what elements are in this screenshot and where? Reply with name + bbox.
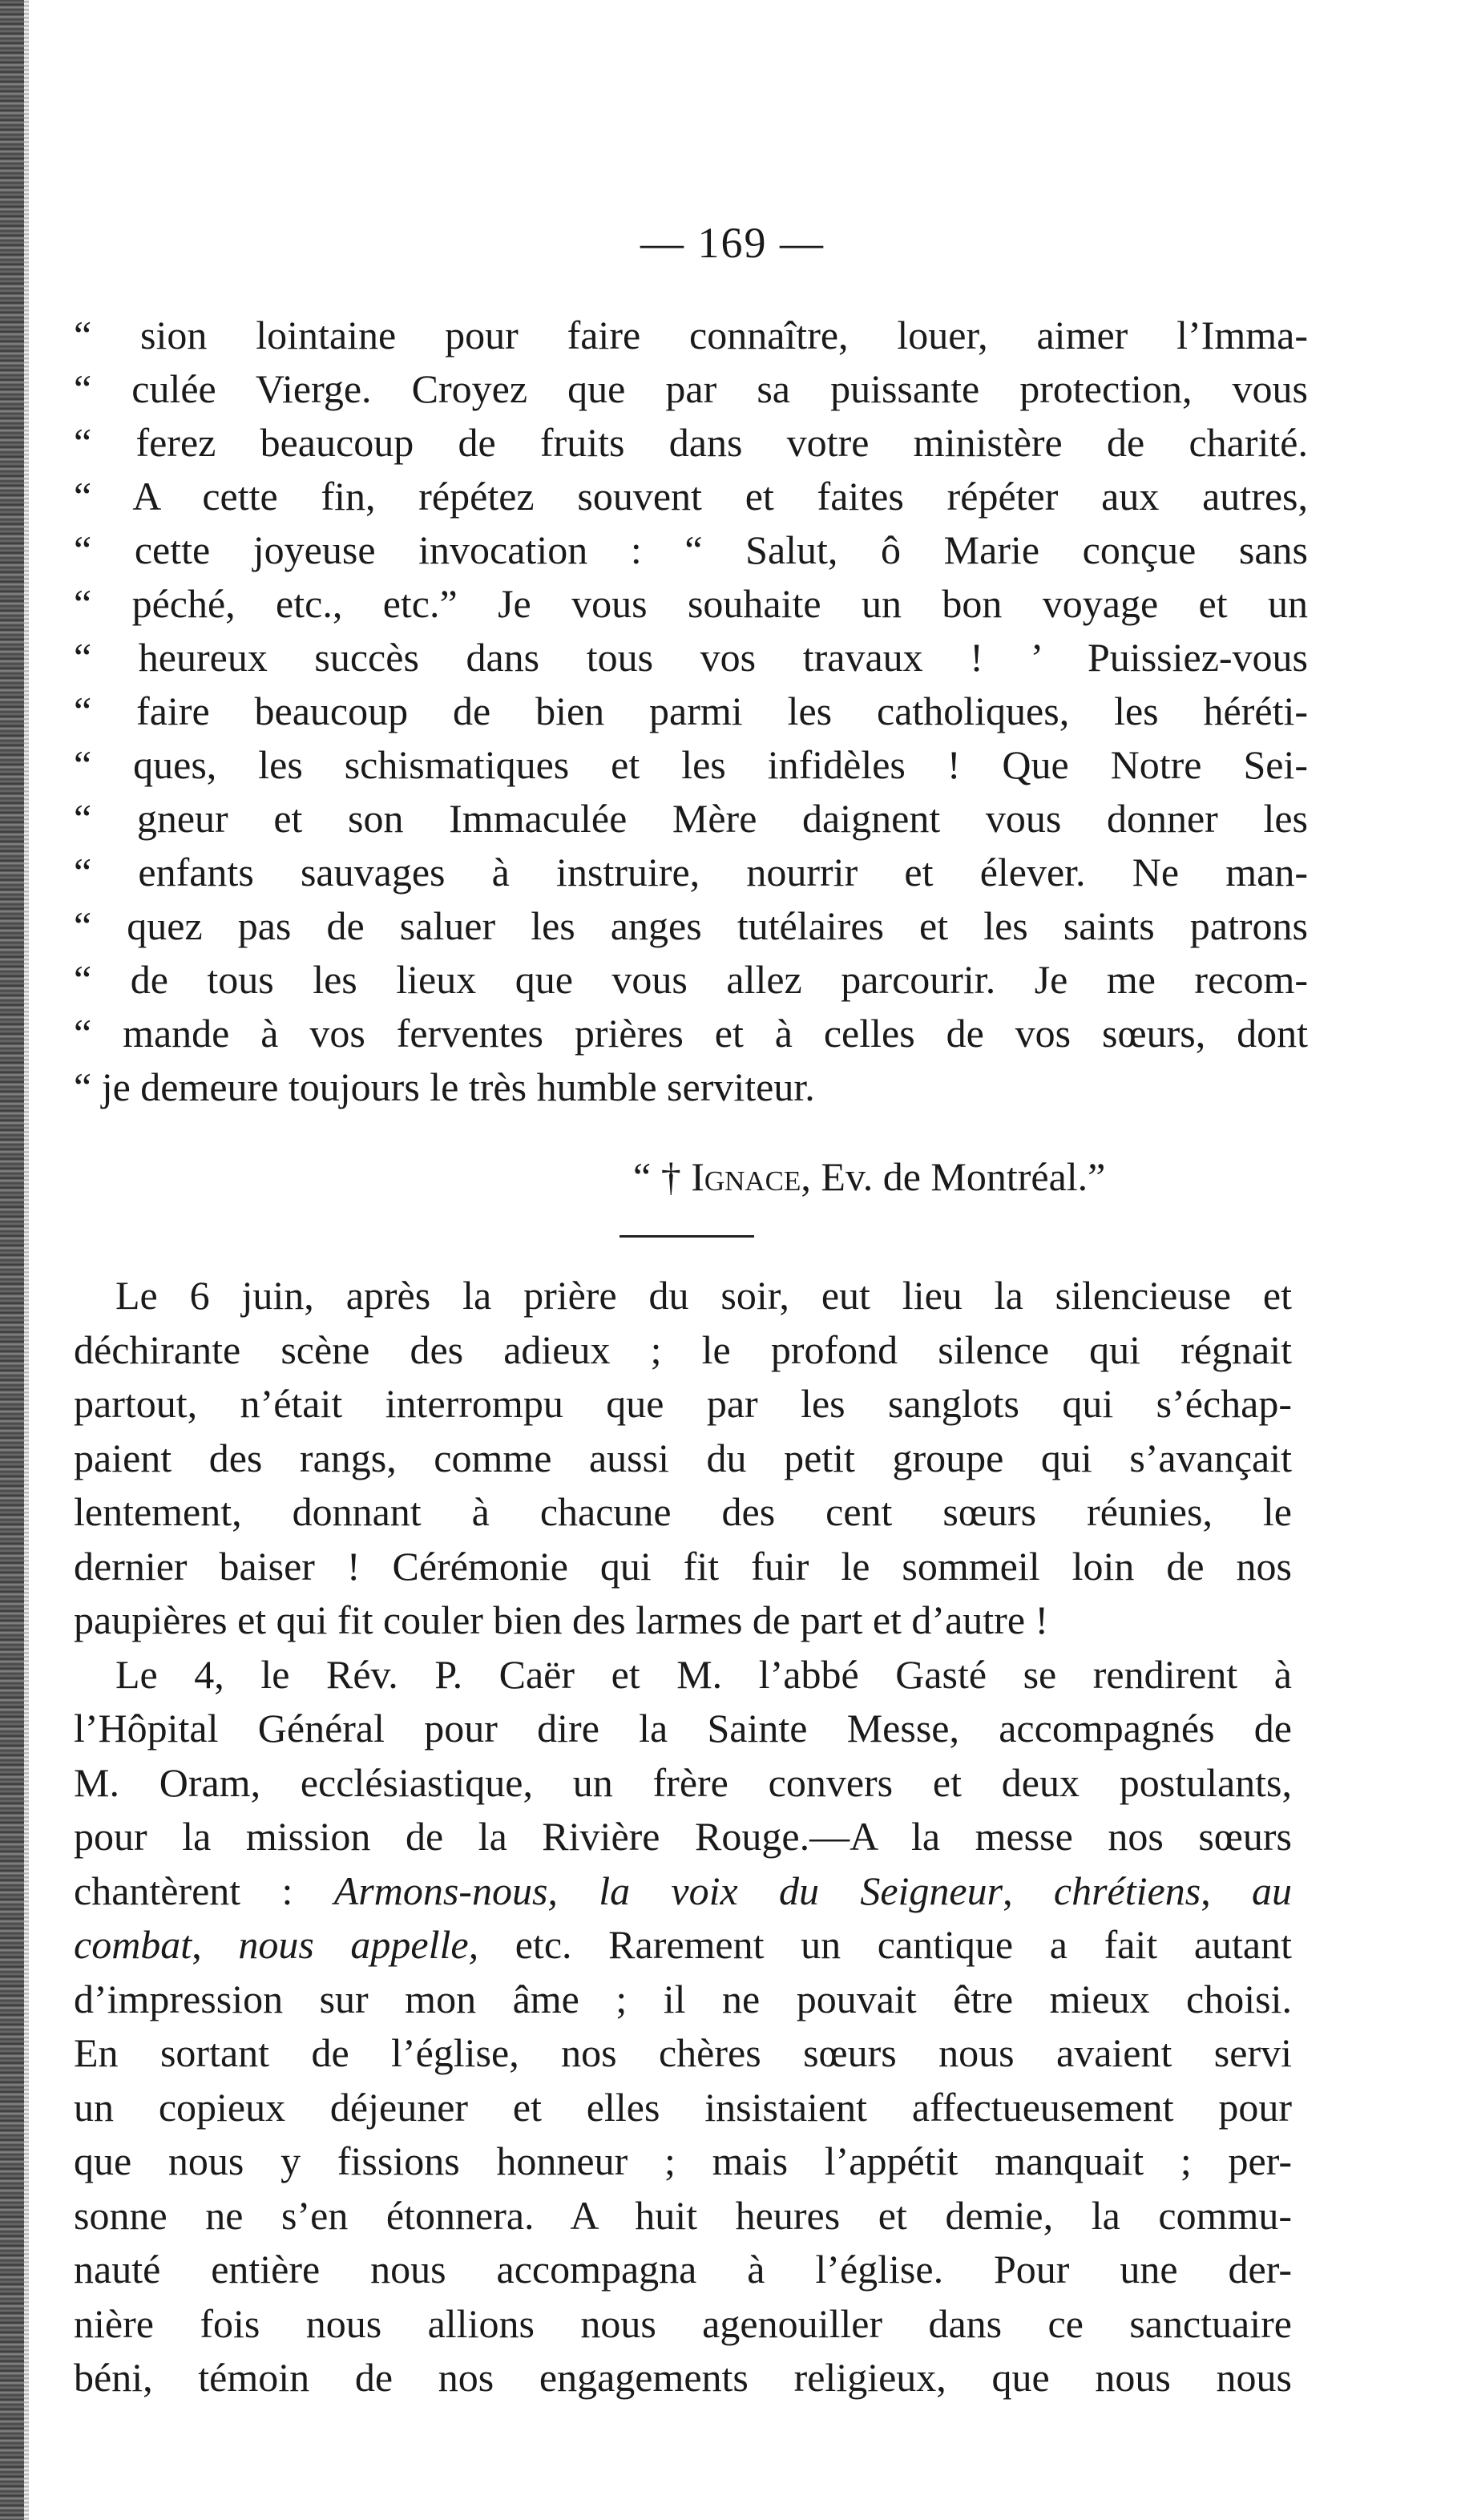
narrative-line: un copieux déjeuner et elles insistaient affectueusement pour bbox=[74, 2084, 1292, 2130]
narrative-line: nauté entière nous accompagna à l’église. Pour une der- bbox=[74, 2247, 1292, 2292]
hymn-rest: etc. Rarement un cantique a fait autant bbox=[478, 1922, 1293, 1967]
signature-name: Ignace bbox=[691, 1154, 801, 1199]
narrative-line: béni, témoin de nos engagements religieux, que nous nous bbox=[74, 2355, 1292, 2400]
narrative-line: partout, n’était interrompu que par les sanglots qui s’échap- bbox=[74, 1381, 1292, 1426]
section-divider bbox=[619, 1235, 754, 1238]
narrative-line: paupières et qui fit couler bien des larmes de part et d’autre ! bbox=[74, 1597, 1049, 1642]
narrative-line: M. Oram, ecclésiastique, un frère convers et deux postulants, bbox=[74, 1759, 1292, 1805]
hymn-lead: chantèrent : bbox=[74, 1868, 334, 1913]
narrative-line: d’impression sur mon âme ; il ne pouvait être mieux choisi. bbox=[74, 1976, 1292, 2021]
narrative-line: nière fois nous allions nous agenouiller dans ce sanctuaire bbox=[74, 2300, 1292, 2346]
narrative-line: déchirante scène des adieux ; le profond silence qui régnait bbox=[74, 1327, 1292, 1372]
narrative-line: Le 6 juin, après la prière du soir, eut lieu la silencieuse et bbox=[115, 1273, 1292, 1318]
letter-signature bbox=[633, 1150, 1105, 1204]
narrative-line: Le 4, le Rév. P. Caër et M. l’abbé Gasté se rendirent à bbox=[115, 1651, 1292, 1697]
narrative-line: l’Hôpital Général pour dire la Sainte Messe, accompagnés de bbox=[74, 1706, 1292, 1751]
letter-line: “ heureux succès dans tous vos travaux ! ’ Puissiez-vous bbox=[74, 635, 1308, 680]
letter-line: “ ques, les schismatiques et les infidèles ! Que Notre Sei- bbox=[74, 742, 1308, 787]
narrative-line-hymn bbox=[74, 1918, 1292, 1973]
hymn-title-part: combat bbox=[74, 1922, 192, 1967]
narrative-line: paient des rangs, comme aussi du petit groupe qui s’avançait bbox=[74, 1435, 1292, 1480]
narrative-line: lentement, donnant à chacune des cent sœurs réunies, le bbox=[74, 1489, 1292, 1534]
scanned-page-edge bbox=[0, 0, 24, 2520]
letter-line: “ péché, etc., etc.” Je vous souhaite un bon voyage et un bbox=[74, 581, 1308, 626]
page-number: — 169 — bbox=[640, 219, 825, 267]
hymn-separator: , bbox=[1003, 1868, 1054, 1913]
hymn-title-part: Armons-nous, la voix du Seigneur bbox=[333, 1868, 1003, 1913]
signature-suffix: , Ev. de Montréal.” bbox=[801, 1154, 1106, 1199]
narrative-text bbox=[74, 1269, 1292, 2405]
narrative-line: pour la mission de la Rivière Rouge.—A la messe nos sœurs bbox=[74, 1814, 1292, 1859]
narrative-line: sonne ne s’en étonnera. A huit heures et demie, la commu- bbox=[74, 2192, 1292, 2238]
letter-line: “ A cette fin, répétez souvent et faites répéter aux autres, bbox=[74, 474, 1308, 519]
hymn-title-part: chrétiens bbox=[1053, 1868, 1201, 1913]
narrative-line: En sortant de l’église, nos chères sœurs nous avaient servi bbox=[74, 2030, 1292, 2075]
narrative-line: dernier baiser ! Cérémonie qui fit fuir le sommeil loin de nos bbox=[74, 1543, 1292, 1589]
hymn-separator: , bbox=[192, 1922, 239, 1967]
letter-line: “ je demeure toujours le très humble serviteur. bbox=[74, 1064, 815, 1109]
letter-line: “ enfants sauvages à instruire, nourrir et élever. Ne man- bbox=[74, 850, 1308, 895]
letter-line: “ cette joyeuse invocation : “ Salut, ô Marie conçue sans bbox=[74, 527, 1308, 572]
signature-prefix: “ † bbox=[633, 1154, 692, 1199]
narrative-line-hymn bbox=[74, 1864, 1292, 1919]
letter-line: “ sion lointaine pour faire connaître, louer, aimer l’Imma- bbox=[74, 313, 1308, 357]
letter-line: “ faire beaucoup de bien parmi les catholiques, les héréti- bbox=[74, 689, 1308, 733]
narrative-line: que nous y fissions honneur ; mais l’appétit manquait ; per- bbox=[74, 2138, 1292, 2183]
hymn-title-part: nous appelle, bbox=[238, 1922, 479, 1967]
hymn-title-part: au bbox=[1252, 1868, 1293, 1913]
letter-line: “ culée Vierge. Croyez que par sa puissante protection, vous bbox=[74, 366, 1308, 411]
letter-line: “ gneur et son Immaculée Mère daignent vous donner les bbox=[74, 796, 1308, 841]
letter-quotation bbox=[74, 309, 1308, 1114]
letter-line: “ quez pas de saluer les anges tutélaires et les saints patrons bbox=[74, 903, 1308, 948]
letter-line: “ de tous les lieux que vous allez parcourir. Je me recom- bbox=[74, 957, 1308, 1002]
hymn-separator: , bbox=[1201, 1868, 1253, 1913]
letter-line: “ ferez beaucoup de fruits dans votre ministère de charité. bbox=[74, 420, 1308, 465]
letter-line: “ mande à vos ferventes prières et à celles de vos sœurs, dont bbox=[74, 1011, 1308, 1056]
